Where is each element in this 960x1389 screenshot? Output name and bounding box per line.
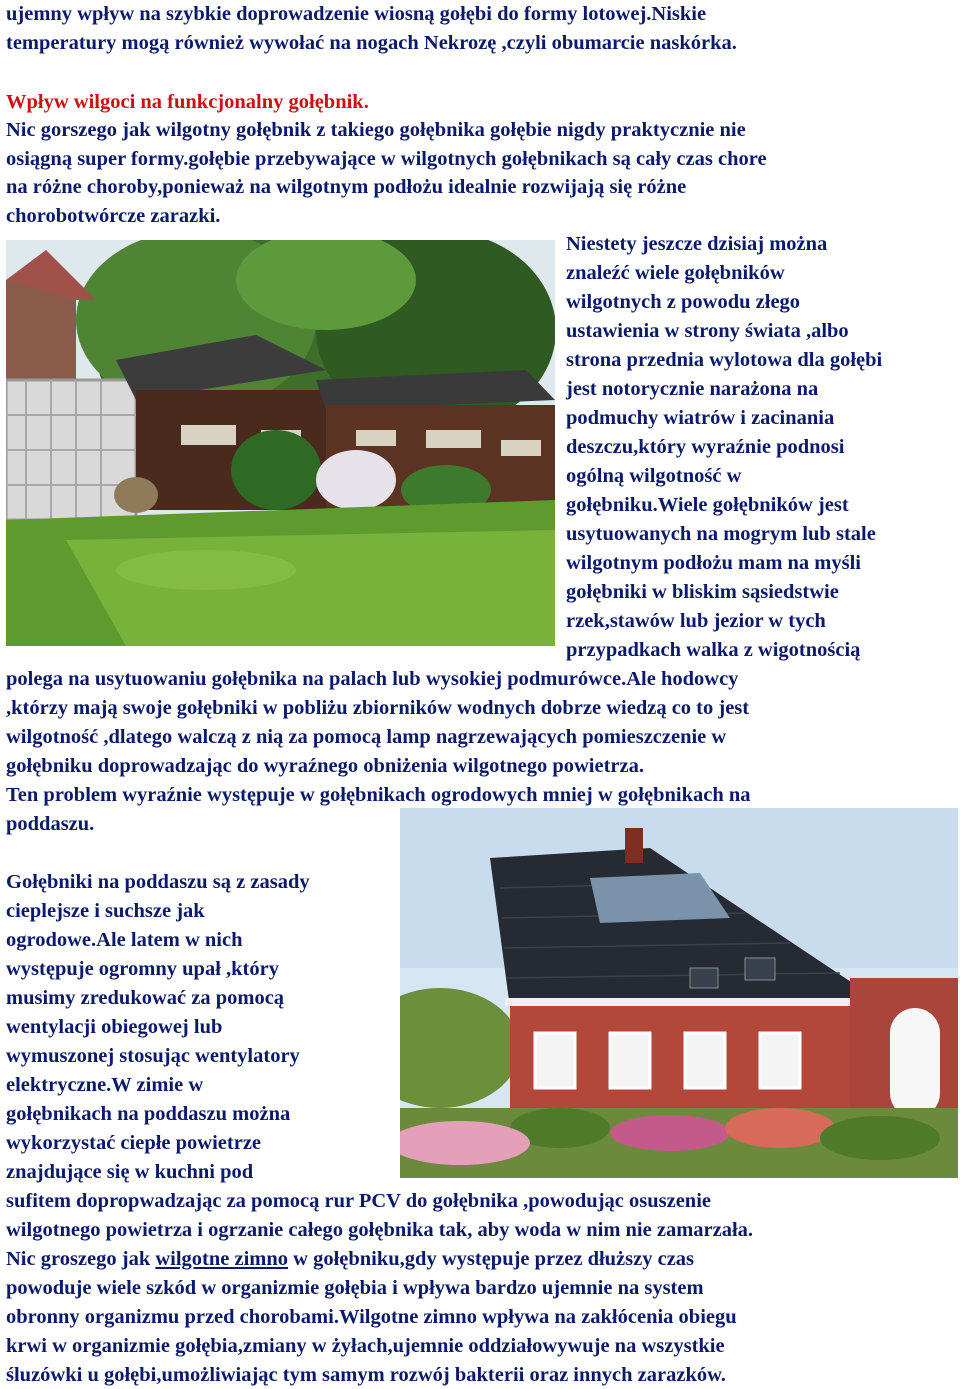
underlined-phrase: wilgotne zimno <box>155 1248 289 1270</box>
text-line <box>6 812 94 838</box>
text-segment: gołębniku doprowadzając do wyraźnego obniżenia wilgotnego powietrza. <box>6 755 644 777</box>
text-line <box>6 1044 300 1070</box>
text-line <box>566 232 827 258</box>
text-segment: powoduje wiele szkód w organizmie gołębia i wpływa bardzo ujemnie na system <box>6 1277 704 1299</box>
text-line <box>566 580 839 606</box>
text-line <box>566 435 844 461</box>
text-segment: podmuchy wiatrów i zacinania <box>566 407 835 429</box>
text-line <box>6 1276 704 1302</box>
text-line <box>6 31 737 57</box>
text-line <box>566 377 818 403</box>
garden-pigeon-loft-photo <box>6 240 555 646</box>
text-line <box>6 1131 261 1157</box>
text-segment: polega na usytuowaniu gołębnika na palach lub wysokiej podmurówce.Ale hodowcy <box>6 668 739 690</box>
text-line <box>566 319 849 345</box>
text-segment: na różne choroby,ponieważ na wilgotnym podłożu idealnie rozwijają się różne <box>6 176 687 198</box>
text-line <box>6 1015 222 1041</box>
text-segment: wymuszonej stosując wentylatory <box>6 1045 300 1067</box>
text-line <box>566 638 860 664</box>
text-segment: ustawienia w strony świata ,albo <box>566 320 849 342</box>
text-segment: jest notorycznie narażona na <box>566 378 819 400</box>
text-line <box>6 1218 753 1244</box>
text-segment: strona przednia wylotowa dla gołębi <box>566 349 883 371</box>
text-segment: ogrodowe.Ale latem w nich <box>6 929 243 951</box>
text-line <box>566 290 800 316</box>
text-line <box>6 1334 725 1360</box>
text-segment: deszczu,który wyraźnie podnosi <box>566 436 845 458</box>
text-segment: śluzówki u gołębi,umożliwiając tym samym rozwój bakterii oraz innych zarazków. <box>6 1364 726 1386</box>
text-segment: osiągną super formy.gołębie przebywające w wilgotnych gołębnikach są cały czas chore <box>6 148 767 170</box>
attic-pigeon-loft-photo <box>400 808 958 1178</box>
text-line <box>6 1160 253 1186</box>
text-segment: znaleźć wiele gołębników <box>566 262 785 284</box>
text-line <box>6 986 284 1012</box>
text-line <box>6 147 767 173</box>
text-segment: sufitem dopropwadzając za pomocą rur PCV do gołębnika ,powodując osuszenie <box>6 1190 712 1212</box>
text-line <box>566 406 834 432</box>
text-segment: przypadkach walka z wigotnością <box>566 639 861 661</box>
text-line <box>6 783 751 809</box>
text-line <box>6 754 644 780</box>
text-segment: poddaszu. <box>6 813 95 835</box>
text-line <box>6 1102 290 1128</box>
text-line <box>6 1247 694 1273</box>
text-line <box>6 204 220 230</box>
text-line <box>6 870 310 896</box>
text-line <box>6 1363 726 1389</box>
text-line <box>6 118 746 144</box>
text-segment: gołębniku.Wiele gołębników jest <box>566 494 849 516</box>
text-line <box>6 957 279 983</box>
text-line <box>566 261 785 287</box>
text-segment: rzek,stawów lub jezior w tych <box>566 610 826 632</box>
text-segment: Ten problem wyraźnie występuje w gołębnikach ogrodowych mniej w gołębnikach na <box>6 784 751 806</box>
text-segment: Nic groszego jak <box>6 1248 156 1270</box>
text-line <box>6 667 738 693</box>
text-segment: wilgotność ,dlatego walczą z nią za pomocą lamp nagrzewających pomieszczenie w <box>6 726 727 748</box>
text-segment: wilgotnych z powodu złego <box>566 291 801 313</box>
text-segment: wilgotnego powietrza i ogrzanie całego gołębnika tak, aby woda w nim nie zamarzała. <box>6 1219 754 1241</box>
text-segment: Nic gorszego jak wilgotny gołębnik z takiego gołębnika gołębie nigdy praktycznie nie <box>6 119 746 141</box>
text-segment: krwi w organizmie gołębia,zmiany w żyłach,ujemnie oddziałowywuje na wszystkie <box>6 1335 725 1357</box>
text-segment: Niestety jeszcze dzisiaj można <box>566 233 828 255</box>
text-segment: musimy zredukować za pomocą <box>6 987 285 1009</box>
text-line <box>566 348 882 374</box>
text-line <box>6 928 242 954</box>
text-segment: chorobotwórcze zarazki. <box>6 205 221 227</box>
text-line <box>6 1189 711 1215</box>
text-line <box>566 522 876 548</box>
text-line <box>6 899 205 925</box>
text-line <box>566 493 849 519</box>
text-segment: gołębnikach na poddaszu można <box>6 1103 291 1125</box>
text-segment: usytuowanych na mogrym lub stale <box>566 523 876 545</box>
text-line <box>566 551 861 577</box>
text-segment: elektryczne.W zimie w <box>6 1074 204 1096</box>
text-segment: w gołębniku,gdy występuje przez dłuższy czas <box>288 1248 695 1270</box>
text-segment: obronny organizmu przed chorobami.Wilgotne zimno wpływa na zakłócenia obiegu <box>6 1306 737 1328</box>
text-segment: cieplejsze i suchsze jak <box>6 900 205 922</box>
text-line <box>6 725 726 751</box>
text-segment: wentylacji obiegowej lub <box>6 1016 223 1038</box>
text-segment: Gołębniki na poddaszu są z zasady <box>6 871 310 893</box>
text-line <box>566 464 741 490</box>
text-segment: wilgotnym podłożu mam na myśli <box>566 552 861 574</box>
text-line <box>6 2 706 28</box>
text-segment: ogólną wilgotność w <box>566 465 742 487</box>
text-segment: ,którzy mają swoje gołębniki w pobliżu zbiorników wodnych dobrze wiedzą co to jest <box>6 697 750 719</box>
text-segment: występuje ogromny upał ,który <box>6 958 279 980</box>
text-segment: znajdujące się w kuchni pod <box>6 1161 254 1183</box>
text-segment: Wpływ wilgoci na funkcjonalny gołębnik. <box>6 91 369 113</box>
text-line <box>6 1073 203 1099</box>
text-segment: temperatury mogą również wywołać na nogach Nekrozę ,czyli obumarcie naskórka. <box>6 32 737 54</box>
text-segment: wykorzystać ciepłe powietrze <box>6 1132 262 1154</box>
text-segment: ujemny wpływ na szybkie doprowadzenie wiosną gołębi do formy lotowej.Niskie <box>6 3 707 25</box>
text-line <box>6 1305 737 1331</box>
text-line <box>6 90 369 116</box>
text-line <box>566 609 826 635</box>
text-segment: gołębniki w bliskim sąsiedstwie <box>566 581 839 603</box>
text-line <box>6 175 686 201</box>
text-line <box>6 696 749 722</box>
